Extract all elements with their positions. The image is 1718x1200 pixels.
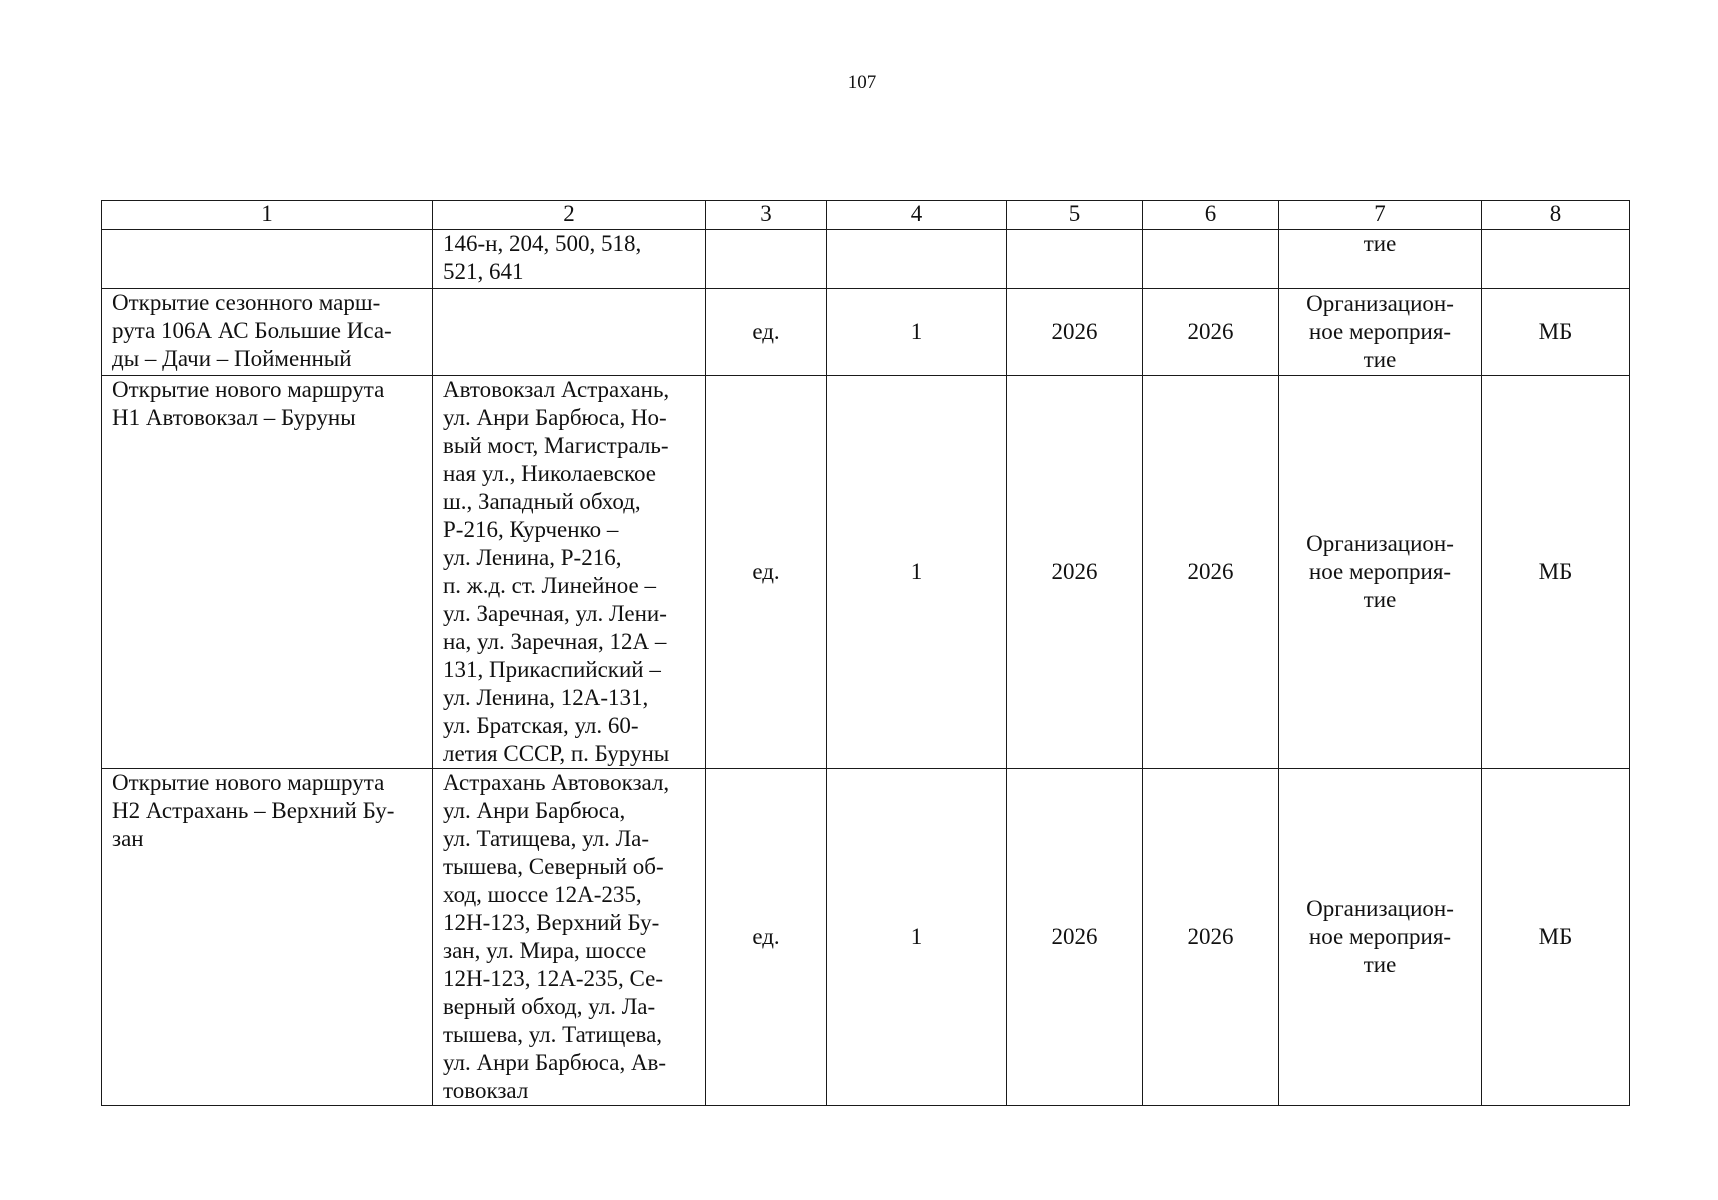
measure-name-cell: Открытие сезонного марш- рута 106А АС Большие Иса- ды – Дачи – Пойменный [102,289,433,376]
route-path-cell [433,289,706,376]
route-path-cell: Астрахань Автовокзал, ул. Анри Барбюса, ул. Татищева, ул. Ла- тышева, Северный об- ход, шоссе 12А-235, 12Н-123, Верхний Бу- зан, ул. Мира, шоссе 12Н-123, 12А-235, Се- верный обход, ул. Ла- тышева, ул. Татищева, ул. Анри Барбюса, Ав- товокзал [433,769,706,1106]
column-header: 4 [827,201,1007,230]
column-header: 6 [1143,201,1279,230]
funding-source-cell: МБ [1482,289,1630,376]
funding-source-cell [1482,230,1630,289]
route-path-cell: 146-н, 204, 500, 518, 521, 641 [433,230,706,289]
unit-cell: ед. [706,769,827,1106]
funding-source-cell: МБ [1482,769,1630,1106]
end-year-cell [1143,230,1279,289]
table-row [102,769,1630,1106]
column-header: 3 [706,201,827,230]
unit-cell: ед. [706,289,827,376]
start-year-cell: 2026 [1007,376,1143,769]
measure-name-cell [102,230,433,289]
funding-source-cell: МБ [1482,376,1630,769]
start-year-cell: 2026 [1007,769,1143,1106]
column-header: 8 [1482,201,1630,230]
route-path-cell: Автовокзал Астрахань, ул. Анри Барбюса, Но- вый мост, Магистраль- ная ул., Николаевское ш., Западный обход, Р-216, Курченко – ул. Ленина, Р-216, п. ж.д. ст. Линейное – ул. Заречная, ул. Лени- на, ул. Заречная, 12А – 131, Прикаспийский – ул. Ленина, 12А-131, ул. Братская, ул. 60- летия СССР, п. Буруны [433,376,706,769]
measure-name-cell: Открытие нового маршрута Н2 Астрахань – Верхний Бу- зан [102,769,433,1106]
column-header: 1 [102,201,433,230]
unit-cell [706,230,827,289]
page-number: 107 [847,72,877,93]
quantity-cell: 1 [827,376,1007,769]
quantity-cell [827,230,1007,289]
end-year-cell: 2026 [1143,376,1279,769]
measure-type-cell: тие [1279,230,1482,289]
quantity-cell: 1 [827,289,1007,376]
routes-table [101,200,1630,1106]
table-row [102,289,1630,376]
table-header-row [102,201,1630,230]
quantity-cell: 1 [827,769,1007,1106]
end-year-cell: 2026 [1143,769,1279,1106]
column-header: 7 [1279,201,1482,230]
start-year-cell [1007,230,1143,289]
table-row [102,230,1630,289]
table-row [102,376,1630,769]
start-year-cell: 2026 [1007,289,1143,376]
unit-cell: ед. [706,376,827,769]
end-year-cell: 2026 [1143,289,1279,376]
measure-type-cell: Организацион- ное мероприя- тие [1279,376,1482,769]
measure-type-cell: Организацион- ное мероприя- тие [1279,289,1482,376]
column-header: 2 [433,201,706,230]
column-header: 5 [1007,201,1143,230]
measure-name-cell: Открытие нового маршрута Н1 Автовокзал – Буруны [102,376,433,769]
measure-type-cell: Организацион- ное мероприя- тие [1279,769,1482,1106]
